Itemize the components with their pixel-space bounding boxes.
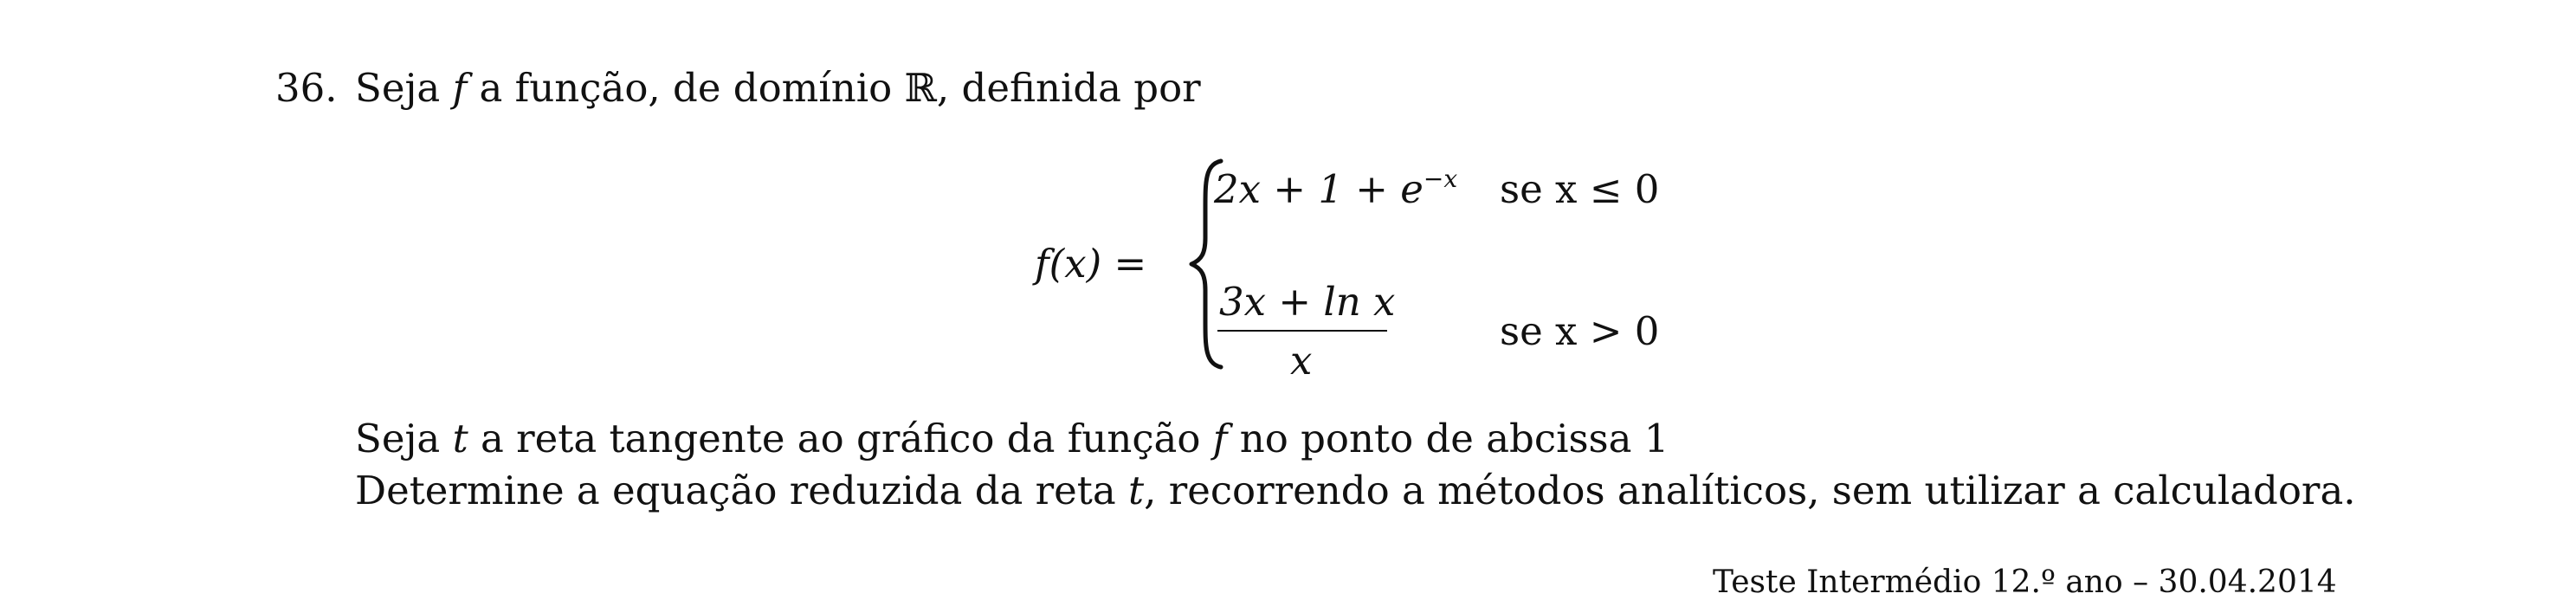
source-footer: Teste Intermédio 12.º ano – 30.04.2014 — [1713, 565, 2337, 600]
statement-line-1: Seja t a reta tangente ao gráfico da função f no ponto de abcissa 1 — [355, 416, 1669, 461]
case2-fraction-bar — [1217, 330, 1387, 332]
intro-text-3: , definida por — [936, 65, 1201, 111]
intro-var-f: f — [452, 65, 468, 111]
case1-exponent: −x — [1423, 165, 1458, 193]
intro-set-reals: ℝ — [904, 65, 937, 111]
statement-var-t: t — [452, 416, 468, 461]
intro-text-2: a função, de domínio — [479, 65, 893, 111]
statement-line-2: Determine a equação reduzida da reta t, recorrendo a métodos analíticos, sem utilizar a calculadora. — [355, 468, 2356, 513]
case2-condition: se x > 0 — [1500, 308, 1660, 354]
statement-line2-var-t: t — [1128, 468, 1145, 513]
case1-condition: se x ≤ 0 — [1500, 166, 1660, 212]
statement-var-f: f — [1212, 416, 1228, 461]
function-lhs: f(x) = — [1035, 241, 1147, 287]
case2-denominator: x — [1290, 338, 1313, 384]
intro-text-1: Seja — [355, 65, 441, 111]
problem-intro — [355, 65, 1201, 111]
case1-expression: $2x + 1 + e^{-x}$ — [1214, 165, 1458, 212]
case2-numerator: 3x + ln x — [1219, 279, 1396, 325]
problem-number: 36. — [275, 65, 338, 111]
